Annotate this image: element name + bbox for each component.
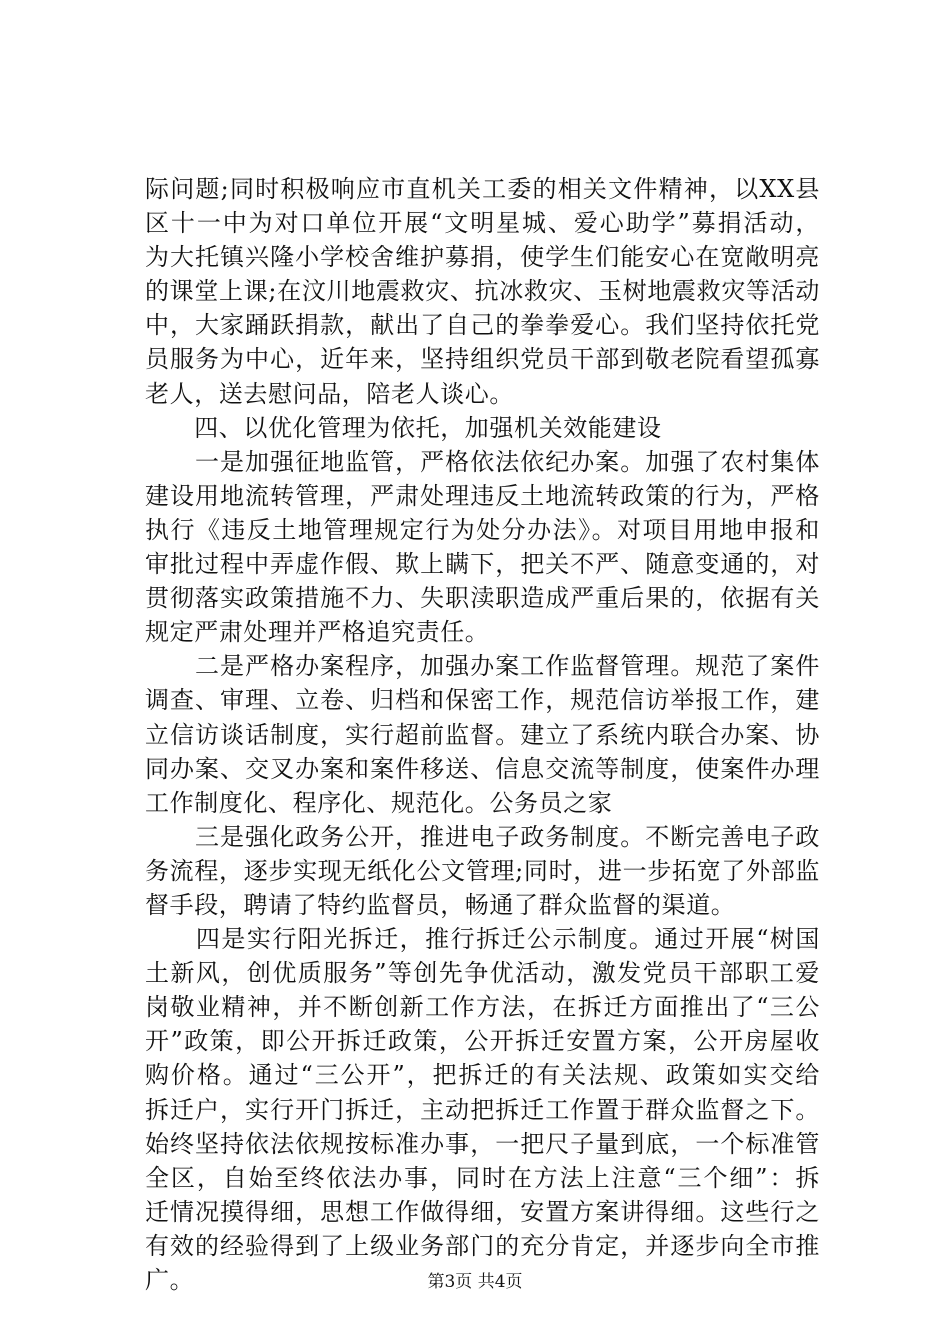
- text-line: 中，大家踊跃捐款，献出了自己的拳拳爱心。我们坚持依托党: [145, 311, 820, 340]
- text-line: 立信访谈话制度，实行超前监督。建立了系统内联合办案、协: [145, 720, 820, 749]
- text-line: 四是实行阳光拆迁，推行拆迁公示制度。通过开展“树国: [145, 925, 820, 954]
- text-line: 有效的经验得到了上级业务部门的充分肯定，并逐步向全市推: [145, 1231, 820, 1260]
- text-line: 岗敬业精神，并不断创新工作方法，在拆迁方面推出了“三公: [145, 993, 820, 1022]
- text-line: 购价格。通过“三公开”，把拆迁的有关法规、政策如实交给: [145, 1061, 820, 1090]
- text-line: 二是严格办案程序，加强办案工作监督管理。规范了案件: [145, 652, 820, 681]
- document-body: [145, 172, 820, 1297]
- text-line: 际问题;同时积极响应市直机关工委的相关文件精神，以XX县: [145, 175, 820, 203]
- text-line: 执行《违反土地管理规定行为处分办法》。对项目用地申报和: [145, 515, 820, 544]
- text-line: 老人，送去慰问品，陪老人谈心。: [145, 379, 514, 408]
- text-line: 一是加强征地监管，严格依法依纪办案。加强了农村集体: [145, 447, 820, 476]
- text-line: 为大托镇兴隆小学校舍维护募捐，使学生们能安心在宽敞明亮: [145, 243, 820, 272]
- text-line: 审批过程中弄虚作假、欺上瞒下，把关不严、随意变通的，对: [145, 550, 820, 579]
- page-footer: 第3页 共4页: [427, 1272, 523, 1292]
- text-line: 同办案、交叉办案和案件移送、信息交流等制度，使案件办理: [145, 754, 820, 783]
- text-line: 开”政策，即公开拆迁政策，公开拆迁安置方案，公开房屋收: [145, 1027, 820, 1056]
- text-line: 督手段，聘请了特约监督员，畅通了群众监督的渠道。: [145, 890, 736, 919]
- text-line: 全区，自始至终依法办事，同时在方法上注意“三个细”：拆: [145, 1163, 820, 1192]
- text-line: 广。: [145, 1266, 195, 1294]
- text-line: 建设用地流转管理，严肃处理违反土地流转政策的行为，严格: [145, 481, 820, 510]
- text-line: 四、以优化管理为依托，加强机关效能建设: [145, 413, 662, 442]
- text-line: 调查、审理、立卷、归档和保密工作，规范信访举报工作，建: [145, 686, 820, 715]
- text-line: 规定严肃处理并严格追究责任。: [145, 618, 490, 647]
- text-line: 员服务为中心，近年来，坚持组织党员干部到敬老院看望孤寡: [145, 345, 820, 374]
- text-line: 务流程，逐步实现无纸化公文管理;同时，进一步拓宽了外部监: [145, 856, 820, 885]
- text-line: 迁情况摸得细，思想工作做得细，安置方案讲得细。这些行之: [145, 1197, 820, 1226]
- text-line: 始终坚持依法依规按标准办事，一把尺子量到底，一个标准管: [145, 1129, 820, 1158]
- text-line: 的课堂上课;在汶川地震救灾、抗冰救灾、玉树地震救灾等活动: [145, 277, 820, 306]
- text-line: 土新风，创优质服务”等创先争优活动，激发党员干部职工爱: [145, 959, 820, 988]
- text-line: 拆迁户，实行开门拆迁，主动把拆迁工作置于群众监督之下。: [145, 1095, 820, 1124]
- text-line: 三是强化政务公开，推进电子政务制度。不断完善电子政: [145, 822, 820, 851]
- text-line: 工作制度化、程序化、规范化。公务员之家: [145, 788, 613, 817]
- text-line: 区十一中为对口单位开展“文明星城、爱心助学”募捐活动，: [145, 209, 820, 238]
- text-line: 贯彻落实政策措施不力、失职渎职造成严重后果的，依据有关: [145, 584, 820, 613]
